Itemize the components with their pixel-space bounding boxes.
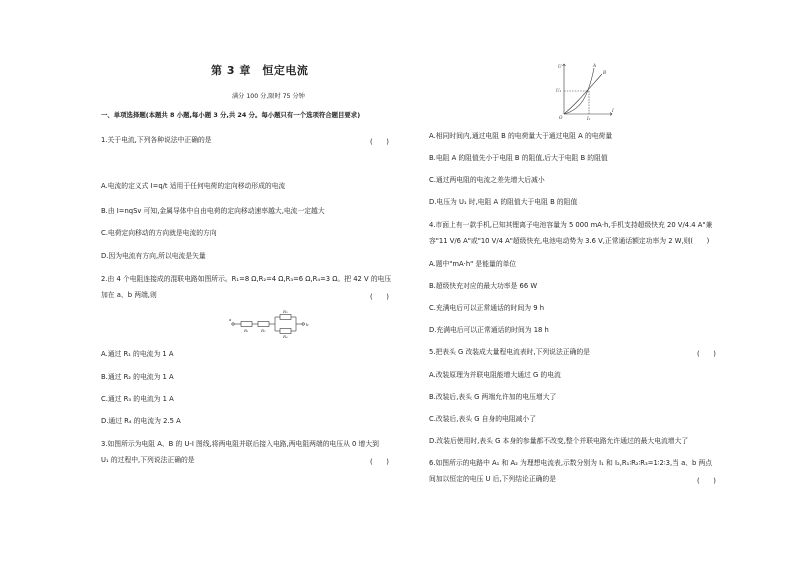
q2-answer-blank: ( ): [370, 293, 389, 301]
q2-option-a: A.通过 R₁ 的电流为 1 A: [101, 350, 174, 358]
q4-option-d: D.充满电后可以正常通话的时间为 18 h: [429, 326, 549, 334]
q3-option-b: B.电阻 A 的阻值先小于电阻 B 的阻值,后大于电阻 B 的阻值: [429, 154, 608, 162]
q1-option-b: B.由 I=nqSv 可知,金属导体中自由电荷的定向移动速率越大,电流一定越大: [101, 207, 325, 215]
q1-answer-blank: ( ): [370, 138, 389, 146]
q3-option-a: A.相同时间内,通过电阻 B 的电荷量大于通过电阻 A 的电荷量: [429, 132, 613, 140]
q6-stem-line1: 6.如图所示的电路中 A₁ 和 A₂ 为理想电流表,示数分别为 I₁ 和 I₂,R₁∶R₂∶R₃=1∶2∶3,当 a、b 两点: [429, 459, 713, 467]
label-r2: R₂: [261, 328, 266, 333]
q3-option-d: D.电压为 U₁ 时,电阻 A 的阻值大于电阻 B 的阻值: [429, 198, 578, 206]
q3-stem-line2: U₁ 的过程中,下列说法正确的是: [101, 456, 195, 464]
label-a: a: [229, 317, 232, 322]
q5-answer-blank: ( ): [697, 350, 716, 358]
resistor-r4: [280, 329, 291, 334]
score-time-note: 满分 100 分,限时 75 分钟: [232, 93, 305, 100]
label-curve-a: A: [593, 63, 597, 68]
q2-option-c: C.通过 R₃ 的电流为 1 A: [101, 395, 174, 403]
q4-option-c: C.充满电后可以正常通话的时间为 9 h: [429, 304, 545, 312]
q5-option-b: B.改装后,表头 G 两端允许加的电压增大了: [429, 393, 557, 401]
q3-ui-graph: [556, 58, 616, 122]
section-heading: 一、单项选择题(本题共 8 小题,每小题 3 分,共 24 分。每小题只有一个选项符合题目要求): [101, 111, 361, 119]
q1-stem: 1.关于电流,下列各种说法中正确的是: [101, 136, 212, 144]
label-r4: R₄: [283, 334, 288, 338]
q2-circuit-diagram: [225, 308, 311, 338]
q4-stem-line2: 容"11 V/6 A"或"10 V/4 A"超级快充,电池电动势为 3.6 V,正常通话额定功率为 2 W,则( ): [429, 237, 710, 245]
q1-option-c: C.电荷定向移动的方向就是电流的方向: [101, 229, 217, 237]
q1-option-a: A.电流的定义式 I=q/t 适用于任何电荷的定向移动形成的电流: [101, 182, 286, 190]
label-b: b: [306, 322, 309, 327]
label-r1: R₁: [244, 328, 249, 333]
resistor-r1: [241, 322, 252, 327]
q4-option-b: B.超级快充对应的最大功率是 66 W: [429, 282, 538, 290]
resistor-r2: [258, 322, 269, 327]
q2-option-b: B.通过 R₂ 的电流为 1 A: [101, 373, 174, 381]
q3-option-c: C.通过两电阻的电流之差先增大后减小: [429, 176, 545, 184]
label-u1: U₁: [556, 88, 562, 93]
resistor-r3: [280, 315, 291, 320]
q2-stem-line2: 加在 a、b 两端,则: [101, 291, 157, 299]
q5-stem: 5.把表头 G 改装成大量程电流表时,下列说法正确的是: [429, 348, 590, 356]
q3-stem-line1: 3.如图所示为电阻 A、B 的 U-I 图线,将两电阻并联后接入电路,两电阻两端的电压从 0 增大到: [101, 440, 379, 448]
q5-option-d: D.改装后使用时,表头 G 本身的参量都不改变,整个并联电路允许通过的最大电流增大了: [429, 437, 689, 445]
q5-option-c: C.改装后,表头 G 自身的电阻减小了: [429, 415, 537, 423]
q1-option-d: D.因为电流有方向,所以电流是矢量: [101, 252, 206, 260]
label-r3: R₃: [283, 309, 288, 314]
q2-option-d: D.通过 R₄ 的电流为 2.5 A: [101, 417, 181, 425]
label-i1: I₁: [587, 116, 591, 121]
chapter-title: 第 3 章 恒定电流: [211, 64, 309, 77]
q4-stem-line1: 4.市面上有一款手机,已知其锂离子电池容量为 5 000 mA·h,手机支持超级快充 20 V/4.4 A"兼: [429, 221, 713, 229]
terminal-b: [302, 323, 304, 325]
q4-option-a: A.题中"mA·h" 是能量的单位: [429, 260, 517, 268]
label-u: U: [558, 64, 562, 69]
q5-option-a: A.改装原理为并联电阻能增大通过 G 的电流: [429, 371, 561, 379]
label-line-b: B: [603, 70, 607, 75]
q6-answer-blank: ( ): [697, 477, 716, 485]
q3-answer-blank: ( ): [370, 458, 389, 466]
label-i: I: [612, 108, 614, 113]
line-b: [564, 74, 602, 114]
q6-stem-line2: 间加以恒定的电压 U 后,下列结论正确的是: [429, 475, 557, 483]
q2-stem-line1: 2.由 4 个电阻连接成的混联电路如图所示。R₁=8 Ω,R₂=4 Ω,R₃=6 Ω,R₄=3 Ω。把 42 V 的电压: [101, 275, 392, 283]
label-origin: O: [559, 115, 563, 120]
terminal-a: [232, 323, 234, 325]
